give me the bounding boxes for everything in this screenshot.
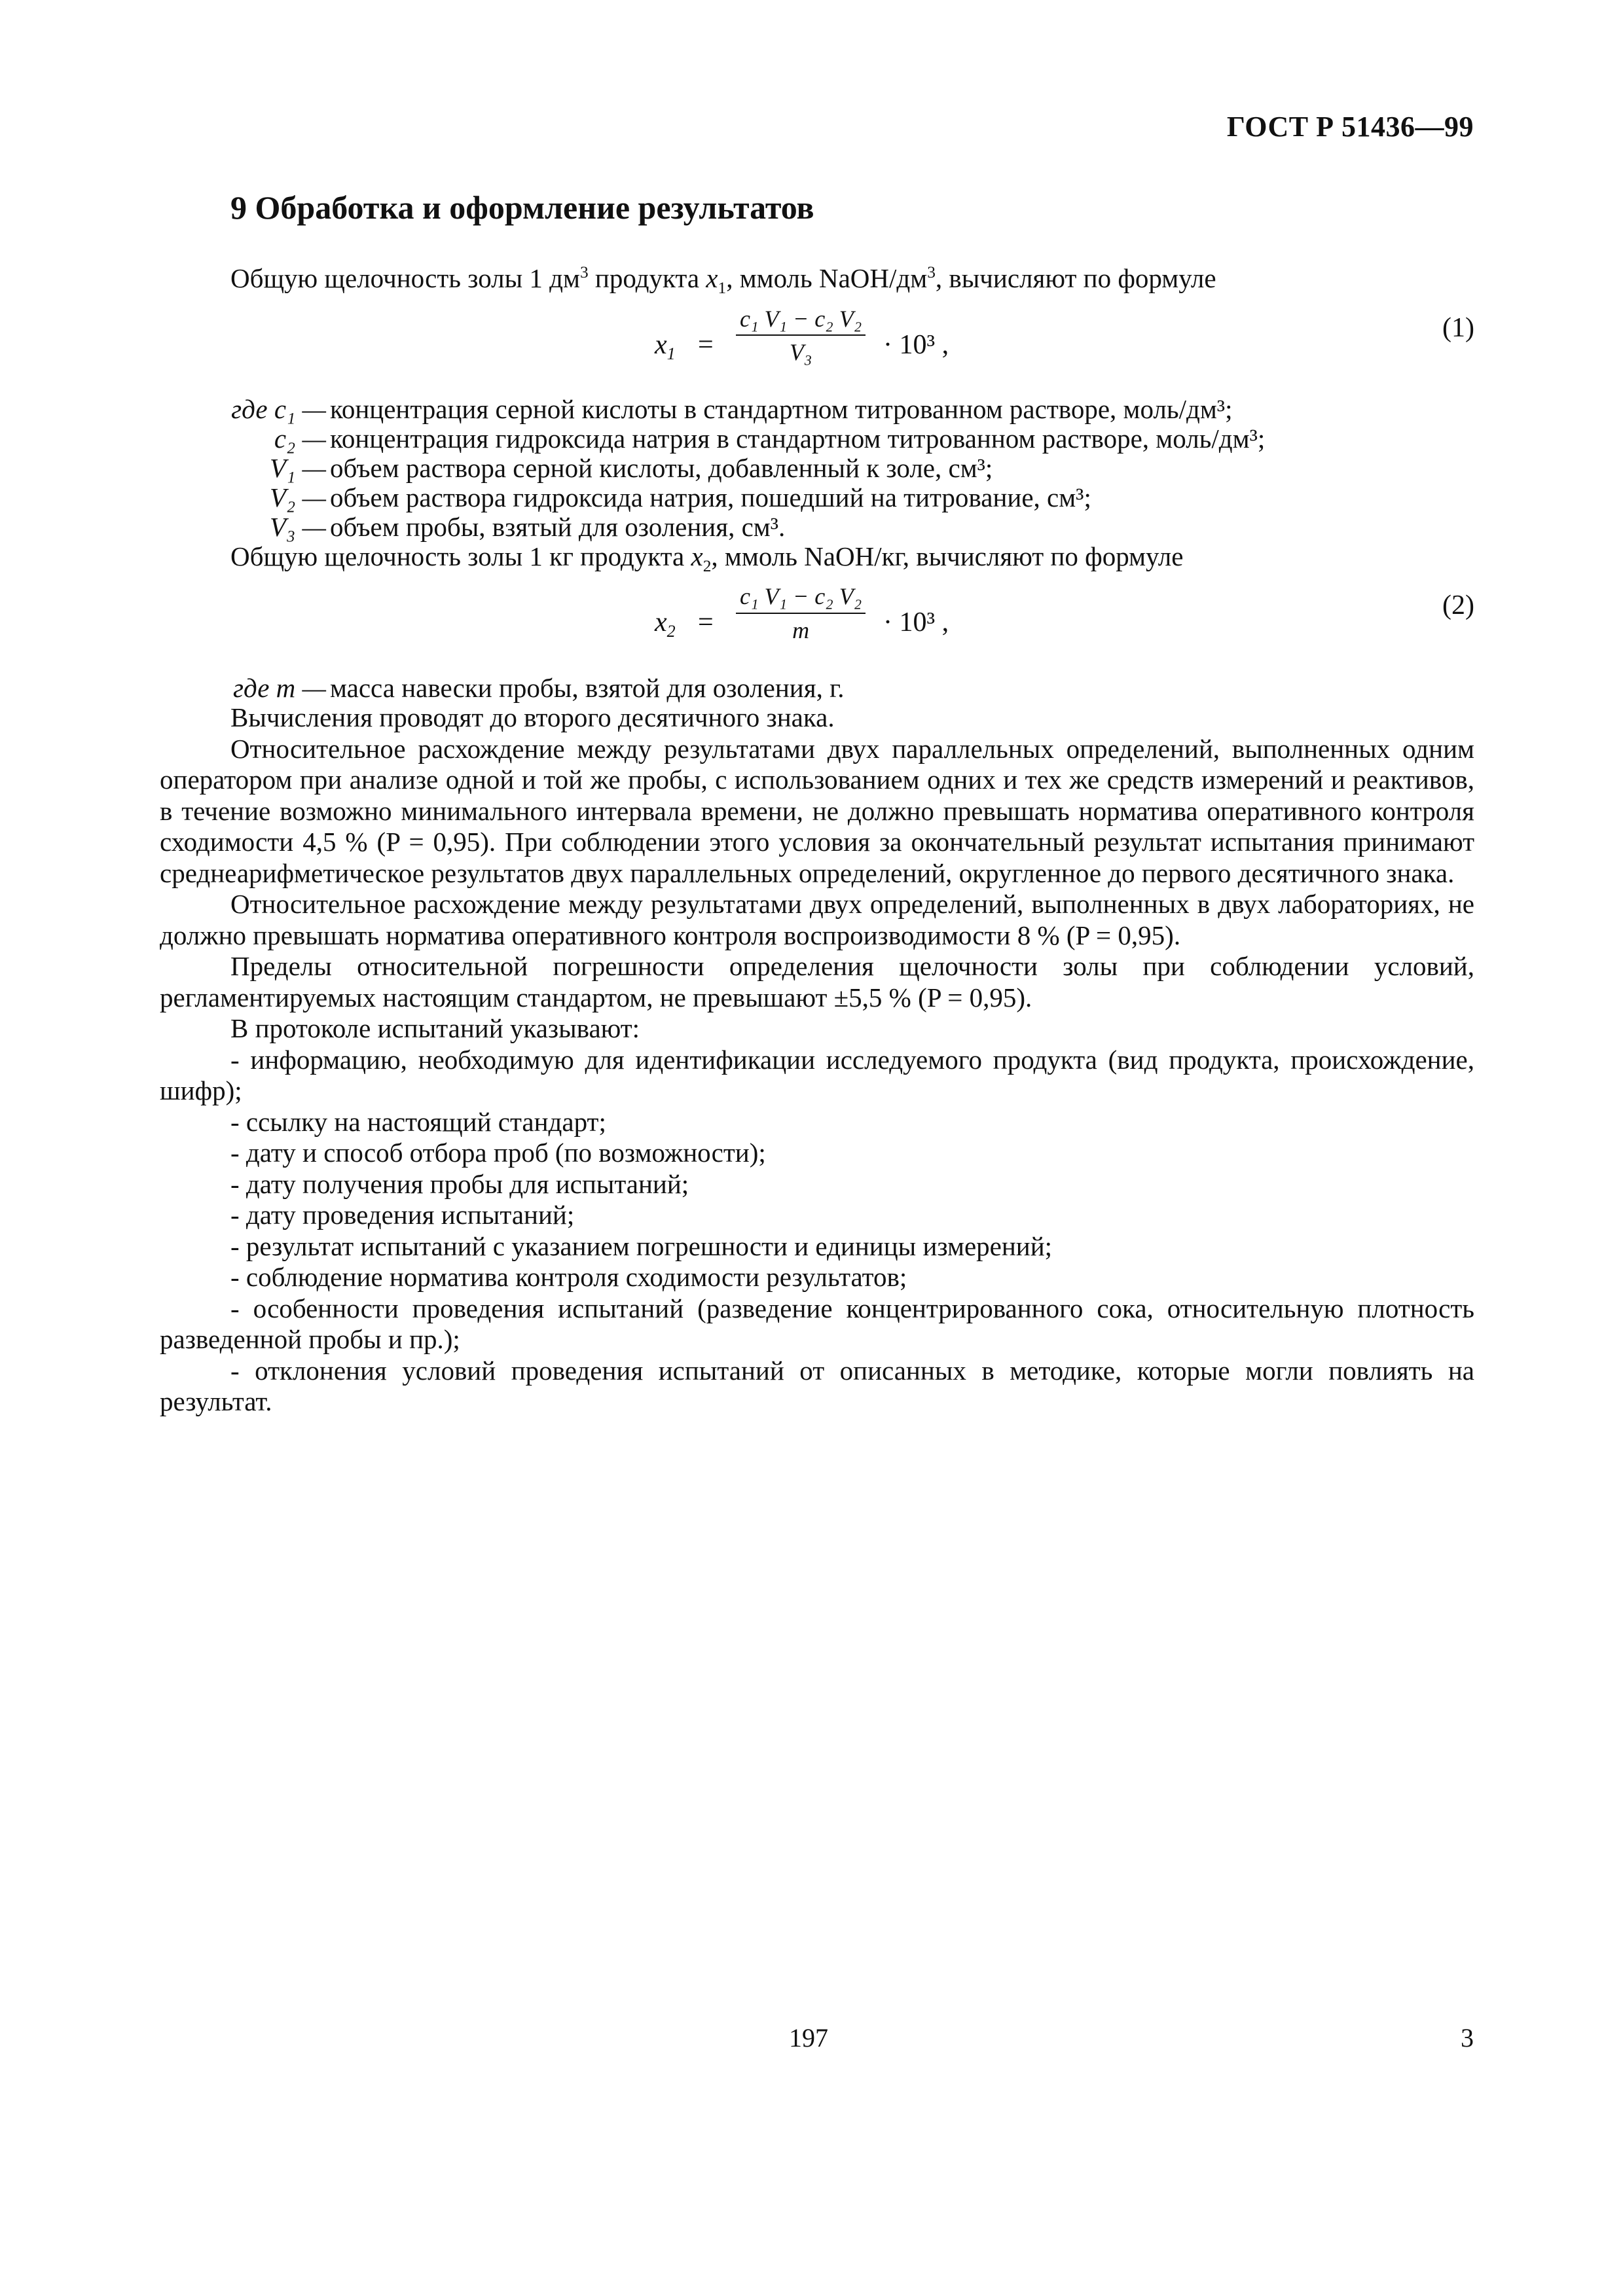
definition-row: где m — масса навески пробы, взятой для озоления, г. — [233, 673, 845, 703]
formula-1-definitions — [160, 394, 1474, 541]
formula-2-multiplier: · 10³ , — [883, 607, 949, 637]
sheet-number: 3 — [1461, 2023, 1474, 2053]
intro-formula-1: Общую щелочность золы 1 $дм^3$ продукта $x_1$, ммоль NaOH/$дм^3$, вычисляют по формуле — [230, 262, 1216, 297]
formula-1-numerator: c₁ V₁ − c₂ V₂ — [740, 305, 862, 332]
list-item: - дату получения пробы для испытаний; — [230, 1168, 689, 1199]
definition-row: c₂ — концентрация гидроксида натрия в стандартном титрованном растворе, моль/дм³; — [274, 423, 1266, 454]
list-item: - соблюдение норматива контроля сходимости результатов; — [230, 1262, 907, 1292]
definition-row: V₂ — объем раствора гидроксида натрия, пошедший на титрование, см³; — [269, 482, 1091, 512]
formula-1-equals: = — [698, 329, 714, 360]
formula-1-denominator: V₃ — [736, 334, 866, 368]
list-item: - дату и способ отбора проб (по возможности); — [230, 1138, 766, 1168]
intro-formula-2: Общую щелочность золы 1 кг продукта $x_2$, ммоль NaOH/кг, вычисляют по формуле — [230, 541, 1184, 575]
formula-1 — [160, 304, 1474, 381]
definition-row: V₃ — объем пробы, взятый для озоления, см³. — [269, 511, 786, 542]
paragraph: В протоколе испытаний указывают: — [230, 1013, 640, 1043]
definition-row: где c₁ — концентрация серной кислоты в стандартном титрованном растворе, моль/дм³; — [231, 393, 1233, 424]
paragraph: Относительное расхождение между результатами двух определений, выполненных в двух лабораториях, не должно превышать норматива оперативного контроля воспроизводимости 8 % (P = 0,95). — [160, 889, 1474, 950]
list-item: - информацию, необходимую для идентификации исследуемого продукта (вид продукта, происхождение, шифр); — [160, 1044, 1474, 1105]
formula-1-lhs: $x_1$ — [655, 329, 676, 363]
list-item: - ссылку на настоящий стандарт; — [230, 1106, 606, 1137]
formula-2-equals: = — [698, 607, 714, 637]
list-item: - отклонения условий проведения испытаний от описанных в методике, которые могли повлиять на результат. — [160, 1355, 1474, 1416]
formula-1-number: (1) — [1442, 312, 1474, 343]
protocol-list — [160, 1045, 1474, 1418]
list-item: - особенности проведения испытаний (разведение концентрированного сока, относительную плотность разведенной пробы и пр.); — [160, 1293, 1474, 1354]
page-number: 197 — [789, 2023, 828, 2053]
list-item: - дату проведения испытаний; — [230, 1200, 575, 1230]
paragraph: Вычисления проводят до второго десятичного знака. — [230, 702, 835, 732]
formula-2-number: (2) — [1442, 590, 1474, 620]
formula-2-numerator: c₁ V₁ − c₂ V₂ — [740, 583, 862, 609]
definition-row: V₁ — объем раствора серной кислоты, добавленный к золе, см³; — [269, 452, 993, 483]
formula-1-multiplier: · 10³ , — [883, 329, 949, 360]
paragraph: Пределы относительной погрешности определения щелочности золы при соблюдении условий, регламентируемых настоящим стандартом, не превышают ±5,5 % (P = 0,95). — [160, 951, 1474, 1013]
section-body — [160, 263, 1474, 1418]
formula-1-fraction — [736, 304, 866, 368]
paragraph: Относительное расхождение между результатами двух параллельных определений, выполненных одним оператором при анализе одной и той же пробы, с использованием одних и тех же средств измерений и реактивов, в течение возможно минимального интервала времени, не должно превышать норматива оперативного контроля сходимости 4,5 % (P = 0,95). При соблюдении этого условия за окончательный результат испытания принимают среднеарифметическое результатов двух параллельных определений, округленное до первого десятичного знака. — [160, 733, 1474, 888]
formula-2-lhs: $x_2$ — [655, 607, 676, 641]
section-title: 9 Обработка и оформление результатов — [230, 189, 814, 226]
list-item: - результат испытаний с указанием погрешности и единицы измерений; — [230, 1230, 1053, 1261]
formula-2-definitions — [160, 673, 1474, 702]
formula-2-denominator: m — [736, 613, 866, 647]
formula-2-fraction — [736, 581, 866, 646]
formula-2 — [160, 581, 1474, 658]
standard-id: ГОСТ Р 51436—99 — [1226, 111, 1474, 143]
